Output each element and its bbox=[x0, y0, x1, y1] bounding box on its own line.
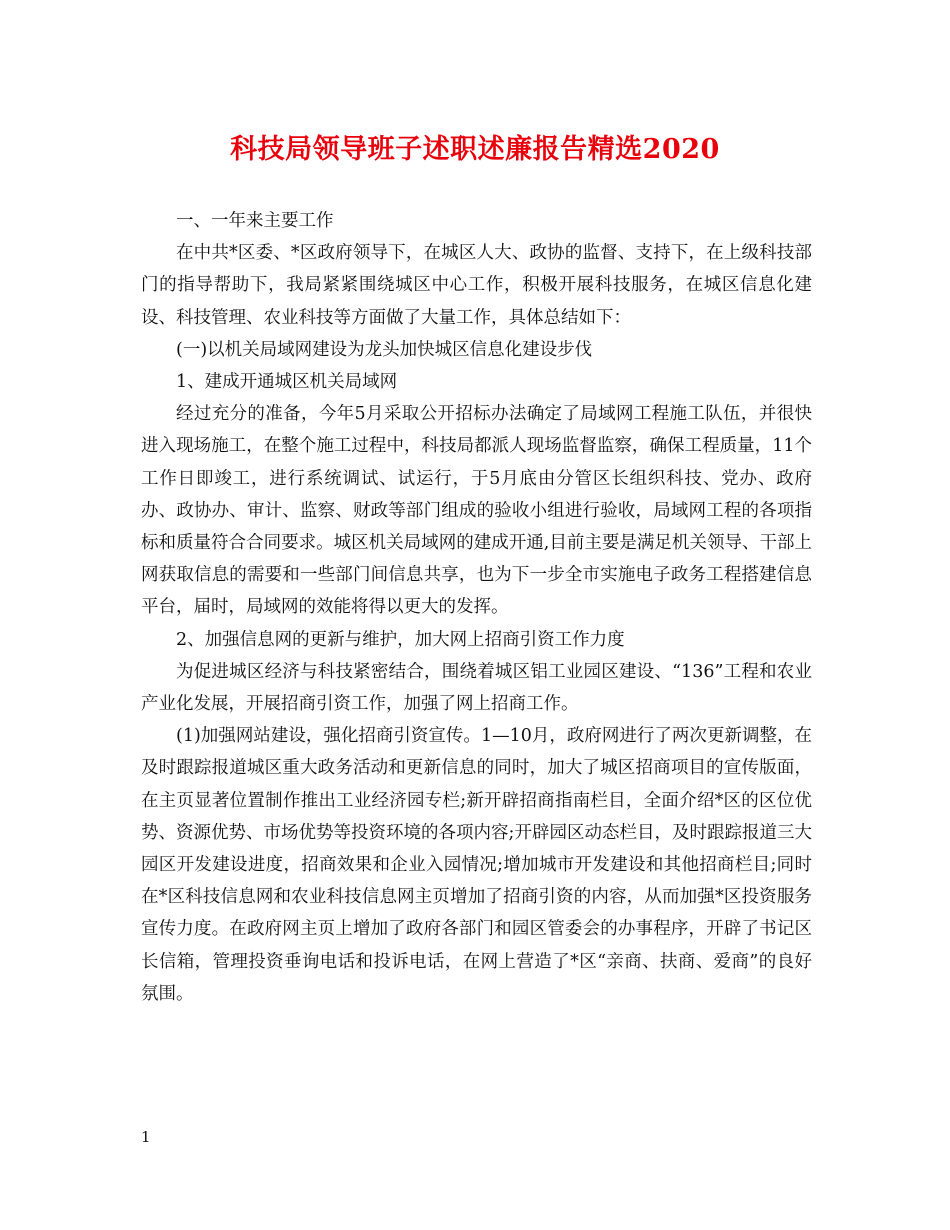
subsection-heading: (一)以机关局域网建设为龙头加快城区信息化建设步伐 bbox=[176, 339, 593, 360]
section-heading: 一、一年来主要工作 bbox=[176, 211, 334, 231]
item-heading: 2、加强信息网的更新与维护，加大网上招商引资工作力度 bbox=[176, 629, 625, 650]
document-body bbox=[141, 205, 812, 1010]
item-heading: 1、建成开通城区机关局域网 bbox=[176, 372, 398, 393]
paragraph: 为促进城区经济与科技紧密结合，围绕着城区铝工业园区建设、“136”工程和农业产业化发展，开展招商引资工作，加强了网上招商工作。 bbox=[141, 661, 812, 715]
document-title: 科技局领导班子述职述廉报告精选2020 bbox=[230, 134, 720, 165]
page-number: 1 bbox=[141, 1128, 151, 1146]
paragraph: 经过充分的准备，今年5月采取公开招标办法确定了局域网工程施工队伍，并很快进入现场施工，在整个施工过程中，科技局都派人现场监督监察，确保工程质量，11个工作日即竣工，进行系统调试、试运行，于5月底由分管区长组织科技、党办、政府办、政协办、审计、监察、财政等部门组成的验收小组进行验收，局域网工程的各项指标和质量符合合同要求。城区机关局域网的建成开通,目前主要是满足机关领导、干部上网获取信息的需要和一些部门间信息共享，也为下一步全市实施电子政务工程搭建信息平台，届时，局域网的效能将得以更大的发挥。 bbox=[141, 404, 812, 618]
paragraph: (1)加强网站建设，强化招商引资宣传。1—10月，政府网进行了两次更新调整，在及时跟踪报道城区重大政务活动和更新信息的同时，加大了城区招商项目的宣传版面，在主页显著位置制作推出工业经济园专栏;新开辟招商指南栏目，全面介绍*区的区位优势、资源优势、市场优势等投资环境的各项内容;开辟园区动态栏目，及时跟踪报道三大园区开发建设进度，招商效果和企业入园情况;增加城市开发建设和其他招商栏目;同时在*区科技信息网和农业科技信息网主页增加了招商引资的内容，从而加强*区投资服务宣传力度。在政府网主页上增加了政府各部门和园区管委会的办事程序，开辟了书记区长信箱，管理投资垂询电话和投诉电话，在网上营造了*区“亲商、扶商、爱商”的良好氛围。 bbox=[141, 726, 812, 1004]
paragraph: 在中共*区委、*区政府领导下，在城区人大、政协的监督、支持下，在上级科技部门的指导帮助下，我局紧紧围绕城区中心工作，积极开展科技服务，在城区信息化建设、科技管理、农业科技等方面做了大量工作，具体总结如下： bbox=[141, 243, 812, 328]
